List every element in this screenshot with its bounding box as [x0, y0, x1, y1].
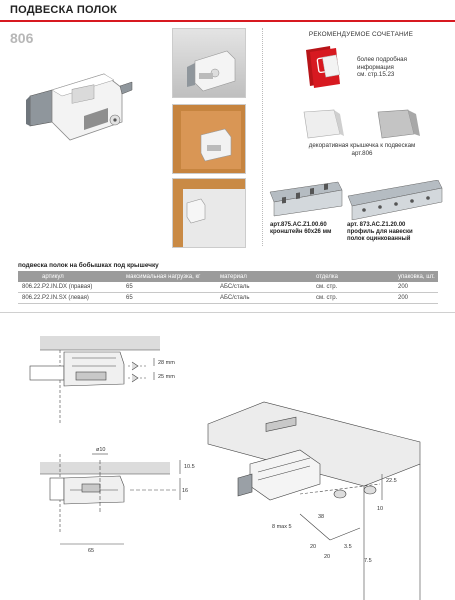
table-cell: АБС/сталь — [220, 284, 250, 290]
table-header-cell: материал — [220, 273, 247, 280]
table-cell: 806.22.P2.IN.DX (правая) — [22, 284, 93, 290]
dim-16: 16 — [182, 488, 189, 494]
drawing-isometric-view — [208, 402, 420, 600]
table-cell: см. стр. — [316, 295, 338, 301]
dim-10-5: 10.5 — [184, 464, 195, 470]
dim-65: 65 — [88, 548, 95, 554]
table-header-cell: максимальная нагрузка, кг — [126, 273, 201, 280]
product-table — [18, 271, 438, 304]
table-cell: 65 — [126, 284, 133, 290]
photo-hanger-closeup — [172, 28, 246, 98]
dim-38: 38 — [318, 514, 325, 520]
photo-hanger-with-shelf — [172, 178, 246, 248]
decorative-cap-text: декоративная крышечка к подвескам арт.806 — [308, 142, 416, 157]
page-title: ПОДВЕСКА ПОЛОК — [10, 4, 118, 16]
dim-25: 25 mm — [158, 374, 175, 380]
table-cell: 65 — [126, 295, 133, 301]
bracket-article-text: арт.875.AC.Z1.00.60 кронштейн 60x26 мм — [270, 222, 332, 235]
dim-20b: 20 — [324, 554, 331, 560]
profile-article-text: арт. 873.AC.Z1.20.00 профиль для навески полок оцинкованный — [347, 222, 413, 242]
divider-vertical — [262, 28, 263, 246]
dim-8-max-5: 8 max 5 — [272, 524, 292, 530]
table-cell: см. стр. — [316, 284, 338, 290]
product-code: 806 — [10, 30, 34, 46]
header-accent-bar — [0, 20, 455, 22]
table-cell: АБС/сталь — [220, 295, 250, 301]
dim-d10: ø10 — [96, 447, 106, 453]
table-row — [18, 282, 438, 293]
folder-info-text: более подробная информация см. стр.15.23 — [357, 56, 407, 78]
table-header-row — [18, 271, 438, 282]
dim-10b: 10 — [377, 506, 384, 512]
table-cell: 200 — [398, 295, 409, 301]
recommendation-title: РЕКОМЕНДУЕМОЕ СОЧЕТАНИЕ — [308, 31, 414, 38]
table-cell: 806.22.P2.IN.SX (левая) — [22, 295, 89, 301]
drawing-bottom-view — [40, 454, 180, 544]
table-row — [18, 293, 438, 304]
table-header-cell: артикул — [42, 273, 64, 280]
dim-20a: 20 — [310, 544, 317, 550]
table-header-cell: упаковка, шт. — [398, 273, 435, 280]
shelf-hanger-illustration — [22, 60, 140, 150]
dim-28: 28 mm — [158, 360, 175, 366]
drawing-side-view — [30, 336, 160, 424]
table-cell: 200 — [398, 284, 409, 290]
table-header-cell: отделка — [316, 273, 338, 280]
decorative-caps-image — [300, 108, 430, 140]
technical-drawings — [0, 314, 455, 600]
divider-horizontal — [0, 312, 455, 313]
dim-7-5: 7.5 — [364, 558, 372, 564]
photo-hanger-installed — [172, 104, 246, 174]
dim-3-5: 3.5 — [344, 544, 352, 550]
bracket-and-profile-image — [268, 180, 444, 220]
page-header — [0, 0, 455, 22]
dim-22-5: 22.5 — [386, 478, 397, 484]
folder-icon — [300, 44, 348, 88]
table-title: подвеска полок на бобышках под крышечку — [18, 262, 159, 269]
